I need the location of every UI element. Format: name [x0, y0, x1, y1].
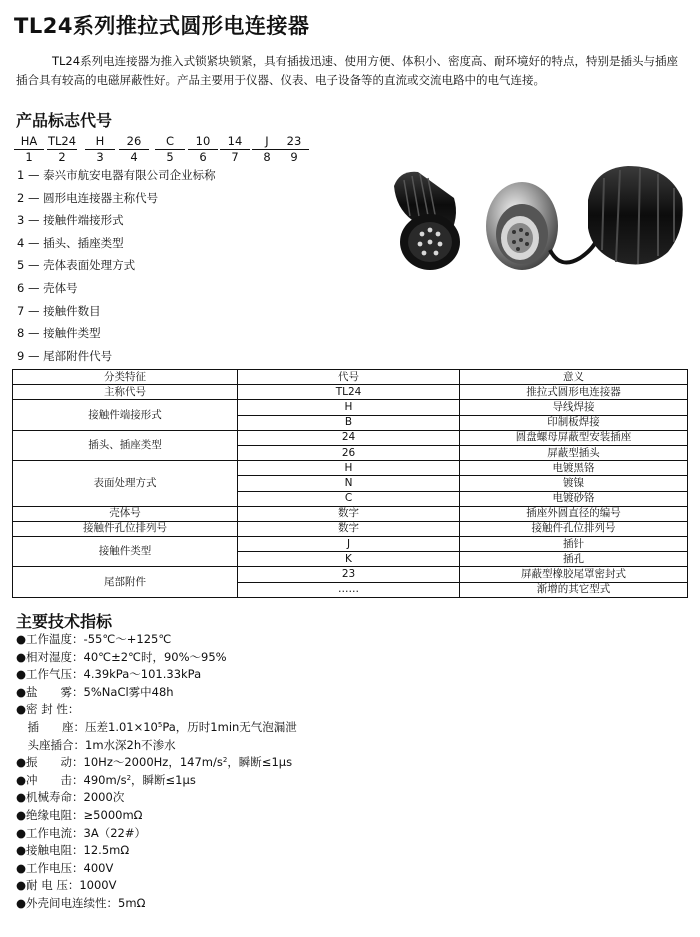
tech-item [16, 719, 297, 737]
meaning-cell: 推拉式圆形电连接器 [460, 385, 688, 400]
code-cell: H [238, 400, 460, 415]
tech-item-value: -55℃～+125℃ [83, 632, 172, 646]
code-item [119, 134, 149, 165]
meaning-cell: 电镀砂铬 [460, 491, 688, 506]
tech-item-value: 1000V [79, 878, 117, 893]
code-position-number: 1 [25, 150, 33, 164]
tech-item-label: 接触电阻： [26, 843, 84, 858]
legend-item: 7 — 接触件数目 [17, 303, 101, 318]
code-cell: K [238, 552, 460, 567]
table-row [13, 567, 688, 582]
bullet-icon: ● [16, 790, 27, 805]
code-legend [17, 164, 216, 367]
code-item [188, 134, 218, 165]
tech-item [16, 895, 297, 913]
tech-item [16, 772, 297, 790]
superscript: 2 [222, 756, 228, 765]
category-cell: 主称代号 [13, 385, 238, 400]
code-value: H [85, 134, 115, 150]
category-cell: 接触件端接形式 [13, 400, 238, 430]
dust-cap-image [588, 166, 683, 264]
code-position-number: 8 [263, 150, 271, 164]
tech-item-value: 压差1.01×10 [85, 719, 158, 734]
tech-spec-list [16, 631, 297, 913]
connector-product-photo [390, 158, 686, 278]
table-header-cell: 代号 [238, 370, 460, 385]
meaning-cell: 插座外圆直径的编号 [460, 506, 688, 521]
table-row [13, 537, 688, 552]
code-cell: 数字 [238, 521, 460, 536]
bullet-icon: ● [16, 772, 27, 787]
tech-item-label: 振 动： [26, 755, 84, 770]
table-row [13, 506, 688, 521]
code-value: J [252, 134, 282, 150]
table-header-cell: 分类特征 [13, 370, 238, 385]
code-value: HA [14, 134, 44, 150]
code-cell: 数字 [238, 506, 460, 521]
legend-item: 3 — 接触件端接形式 [17, 213, 124, 228]
tech-item-value: 400V [83, 860, 114, 875]
meaning-cell: 屏蔽型橡胶尾罩密封式 [460, 567, 688, 582]
tech-item-value: 10Hz～2000Hz，147m/s [83, 755, 223, 770]
category-cell: 表面处理方式 [13, 461, 238, 507]
tech-item-value: 40℃±2℃时，90%～95% [83, 649, 227, 664]
bullet-icon: ● [16, 895, 27, 910]
table-row [13, 385, 688, 400]
code-position-number: 4 [130, 150, 138, 164]
tech-item [16, 754, 297, 772]
meaning-cell: 导线焊接 [460, 400, 688, 415]
bullet-icon: ● [16, 755, 27, 770]
plug-image [394, 172, 460, 270]
bullet-icon: ● [16, 860, 27, 875]
legend-item: 4 — 插头、插座类型 [17, 235, 124, 250]
meaning-cell: 屏蔽型插头 [460, 445, 688, 460]
tech-item-label: 头座插合： [16, 737, 85, 752]
meaning-cell: 电镀黑铬 [460, 461, 688, 476]
tech-item-tail: ，瞬断≤1μs [131, 772, 196, 787]
legend-item: 2 — 圆形电连接器主称代号 [17, 190, 159, 205]
code-value: 10 [188, 134, 218, 150]
tech-item-value: 490m/s [83, 772, 127, 787]
tech-item-label: 工作电压： [26, 860, 84, 875]
bullet-icon: ● [16, 878, 27, 893]
tech-item-label: 插 座： [16, 719, 85, 734]
code-item [220, 134, 250, 165]
tech-item-label: 工作温度： [26, 632, 84, 646]
tech-item-value: 12.5mΩ [83, 843, 130, 858]
code-position-number: 2 [58, 150, 66, 164]
tech-item-label: 外壳间电连续性： [26, 895, 119, 910]
tech-item [16, 737, 297, 755]
tech-item [16, 842, 297, 860]
table-row [13, 400, 688, 415]
code-position-number: 7 [231, 150, 239, 164]
code-cell: 24 [238, 430, 460, 445]
tech-item-label: 机械寿命： [26, 790, 84, 805]
legend-item: 5 — 壳体表面处理方式 [17, 258, 136, 273]
receptacle-image [486, 182, 598, 270]
category-cell: 接触件孔位排列号 [13, 521, 238, 536]
code-value: TL24 [47, 134, 77, 148]
tech-item [16, 666, 297, 684]
code-cell: H [238, 461, 460, 476]
tech-item-label: 工作电流： [26, 825, 84, 840]
code-value: C [155, 134, 185, 150]
tech-item [16, 649, 297, 667]
code-cell: 23 [238, 567, 460, 582]
bullet-icon: ● [16, 807, 27, 822]
code-item [252, 134, 282, 165]
tech-item-value: 5%NaCl雾中48h [83, 684, 174, 699]
code-spec-table [12, 369, 688, 598]
code-cell: TL24 [238, 385, 460, 400]
legend-item: 9 — 尾部附件代号 [17, 348, 113, 363]
code-position-number: 5 [166, 150, 174, 164]
code-item [155, 134, 185, 165]
tech-section-heading: 主要技术指标 [16, 612, 113, 631]
intro-paragraph: TL24系列电连接器为推入式锁紧块锁紧，具有插拔迅速、使用方便、体积小、密度高、耐环境好的特点，特别是插头与插座插合具有较高的电磁屏蔽性好。产品主要用于仪器、仪表、电子设备等的直流或交流电路中的电气连接。 [16, 54, 679, 87]
tech-item-value: 2000次 [83, 790, 125, 805]
tech-item [16, 701, 297, 719]
code-cell: …… [238, 582, 460, 597]
tech-item [16, 684, 297, 702]
tech-item-label: 耐 电 压： [26, 878, 80, 893]
code-cell: 26 [238, 445, 460, 460]
bullet-icon: ● [16, 632, 27, 646]
code-item [279, 134, 309, 165]
code-position-number: 9 [290, 150, 298, 164]
tech-item-label: 绝缘电阻： [26, 807, 84, 822]
code-item [85, 134, 115, 165]
tech-item [16, 631, 297, 649]
tech-item [16, 860, 297, 878]
tech-item-value: 4.39kPa～101.33kPa [83, 667, 202, 682]
code-item [14, 134, 44, 165]
code-item [47, 134, 77, 165]
code-cell: J [238, 537, 460, 552]
superscript: 5 [157, 720, 163, 729]
meaning-cell: 印制板焊接 [460, 415, 688, 430]
tech-item-label: 盐 雾： [26, 684, 84, 699]
tech-item-label: 冲 击： [26, 772, 84, 787]
bullet-icon: ● [16, 825, 27, 840]
tech-item [16, 825, 297, 843]
tech-item-label: 相对湿度： [26, 649, 84, 664]
table-row [13, 430, 688, 445]
table-header-row [13, 370, 688, 385]
category-cell: 尾部附件 [13, 567, 238, 597]
superscript: 2 [126, 773, 132, 782]
tech-item-value: 5mΩ [118, 895, 146, 910]
tech-item [16, 807, 297, 825]
tech-item-value: 3A（22#） [83, 825, 146, 840]
bullet-icon: ● [16, 649, 27, 664]
tech-item-value: 1m水深2h不渗水 [85, 737, 176, 752]
code-value: 23 [279, 134, 309, 150]
tech-item-tail: Pa，历时1min无气泡漏泄 [162, 719, 297, 734]
code-cell: C [238, 491, 460, 506]
meaning-cell: 圆盘螺母屏蔽型安装插座 [460, 430, 688, 445]
table-row [13, 461, 688, 476]
bullet-icon: ● [16, 702, 27, 717]
legend-item: 8 — 接触件类型 [17, 326, 101, 341]
code-cell: N [238, 476, 460, 491]
category-cell: 壳体号 [13, 506, 238, 521]
tech-item-value: ≥5000mΩ [83, 807, 143, 822]
table-header-cell: 意义 [460, 370, 688, 385]
code-position-number: 3 [96, 150, 104, 164]
code-section-heading: 产品标志代号 [16, 111, 113, 130]
code-cell: B [238, 415, 460, 430]
meaning-cell: 渐增的其它型式 [460, 582, 688, 597]
code-value: 14 [220, 134, 250, 150]
legend-item: 6 — 壳体号 [17, 280, 78, 295]
category-cell: 接触件类型 [13, 537, 238, 567]
code-value: 26 [119, 134, 149, 150]
legend-item: 1 — 泰兴市航安电器有限公司企业标称 [17, 168, 216, 182]
meaning-cell: 插孔 [460, 552, 688, 567]
bullet-icon: ● [16, 667, 27, 682]
bullet-icon: ● [16, 684, 27, 699]
code-position-number: 6 [199, 150, 207, 164]
tech-item-label: 密 封 性： [26, 702, 80, 717]
table-row [13, 521, 688, 536]
tech-item-tail: ，瞬断≤1μs [227, 755, 293, 770]
bullet-icon: ● [16, 843, 27, 858]
page-title: TL24系列推拉式圆形电连接器 [14, 14, 310, 38]
tech-item [16, 789, 297, 807]
meaning-cell: 镀镍 [460, 476, 688, 491]
tech-item-label: 工作气压： [26, 667, 84, 682]
meaning-cell: 接触件孔位排列号 [460, 521, 688, 536]
meaning-cell: 插针 [460, 537, 688, 552]
tech-item [16, 877, 297, 895]
category-cell: 插头、插座类型 [13, 430, 238, 460]
